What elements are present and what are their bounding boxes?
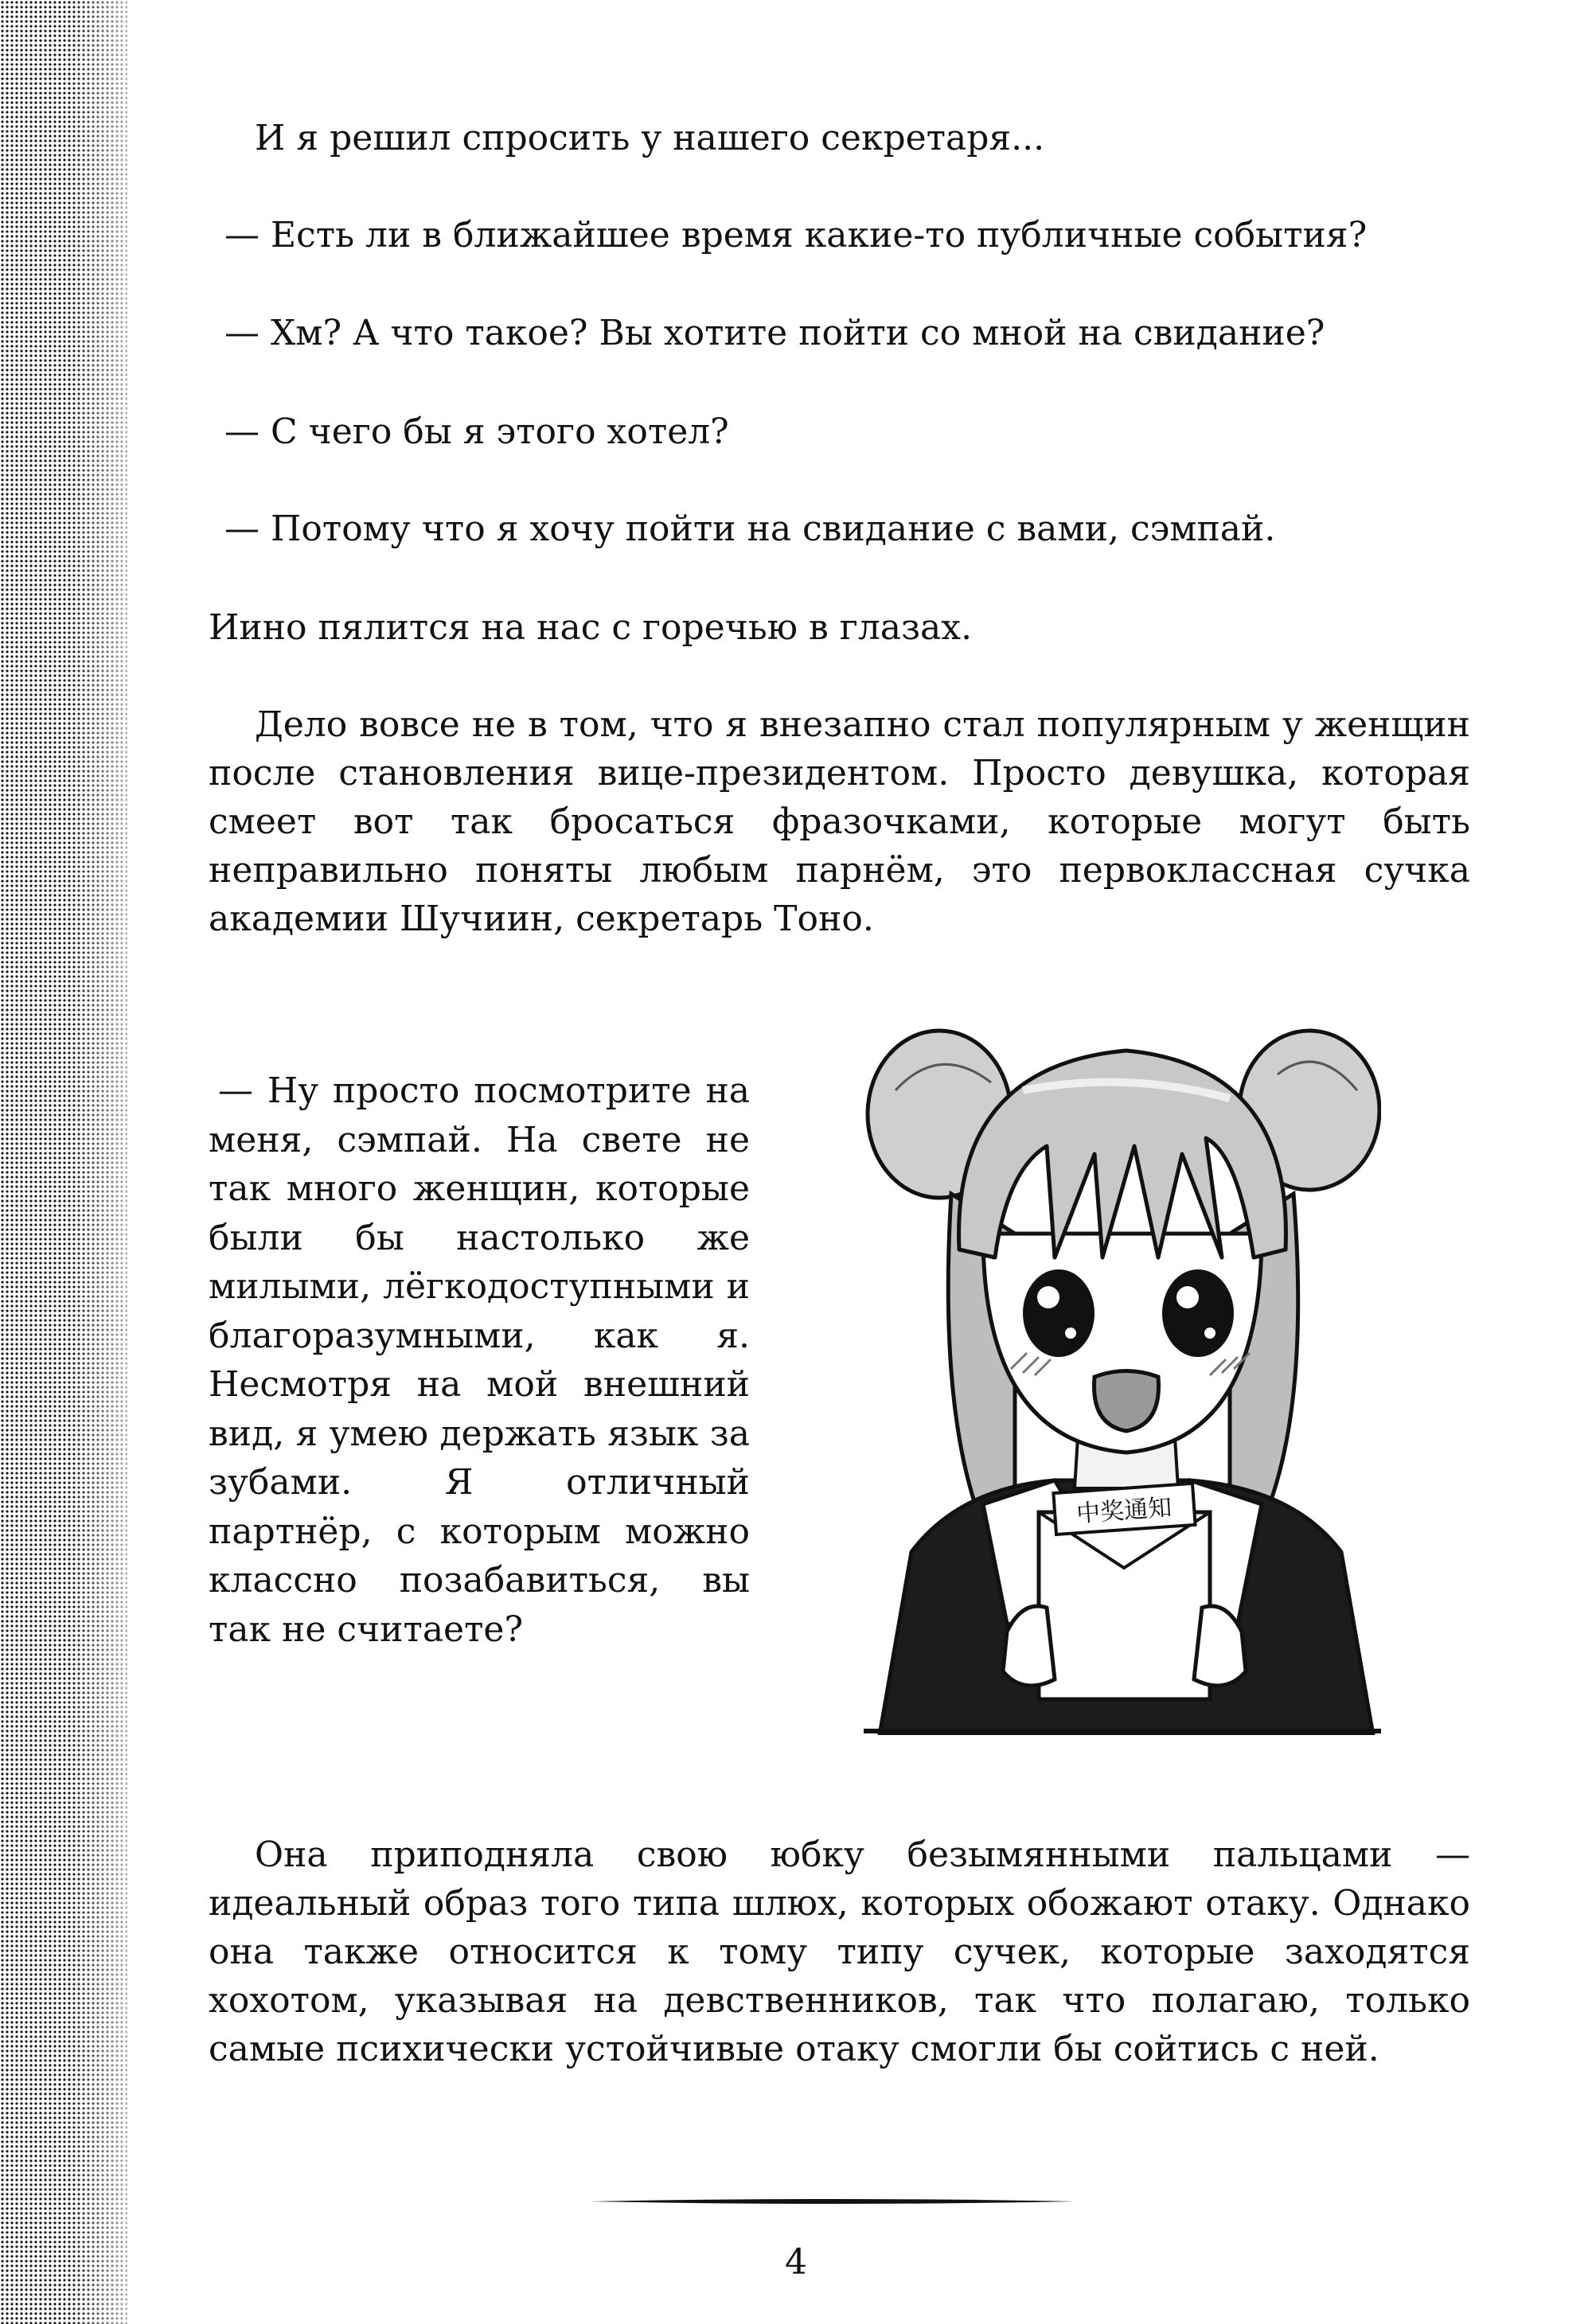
envelope-label: 中奖通知 xyxy=(1075,1493,1173,1529)
character-illustration xyxy=(864,995,1381,1735)
paragraph-narration-4: Она приподняла свою юбку безымянными пальцами — идеальный образ того типа шлюх, которых обожают отаку. Однако она также относится к тому типу сучек, которые заходятся хохотом, указывая на девственников, так что полагаю, только самые психически устойчивые отаку смогли бы сойтись с ней. xyxy=(209,1835,1470,2069)
ornamental-divider xyxy=(589,2198,1075,2205)
paragraph-narration-1: И я решил спросить у нашего секретаря... xyxy=(255,118,1045,158)
paragraph-narration-3: Дело вовсе не в том, что я внезапно стал популярным у женщин после становления вице-президентом. Просто девушка, которая смеет вот так бросаться фразочками, которые могут быть неправильно поняты любым парнём, это первоклассная сучка академии Шучиин, секретарь Тоно. xyxy=(209,704,1470,939)
paragraph-dialogue-5: — Ну просто посмотрите на меня, сэмпай. На свете не так много женщин, которые были бы настолько же милыми, лёгкодоступными и благоразумными, как я. Несмотря на мой внешний вид, я умею держать язык за зубами. Я отличный партнёр, с которым можно классно позабавиться, вы так не считаете? xyxy=(209,1070,750,1650)
paragraph-dialogue-3: — С чего бы я этого хотел? xyxy=(224,411,729,452)
paragraph-dialogue-2: — Хм? А что такое? Вы хотите пойти со мной на свидание? xyxy=(224,313,1325,353)
paragraph-dialogue-4: — Потому что я хочу пойти на свидание с вами, сэмпай. xyxy=(224,509,1276,549)
page-number: 4 xyxy=(785,2242,807,2283)
paragraph-narration-2: Иино пялится на нас с горечью в глазах. xyxy=(209,607,973,648)
paragraph-dialogue-1: — Есть ли в ближайшее время какие-то публичные события? xyxy=(224,215,1368,255)
